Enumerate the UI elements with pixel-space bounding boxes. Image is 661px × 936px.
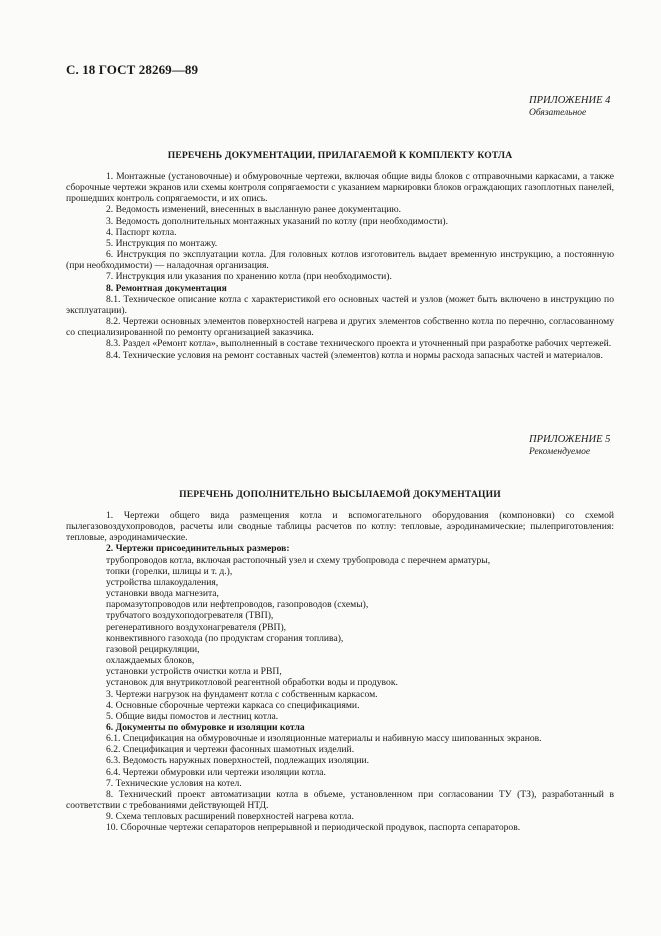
appendix5-paragraph: установок для внутрикотловой реагентной обработки воды и продувок. xyxy=(106,677,398,689)
appendix-5-label: ПРИЛОЖЕНИЕ 5 xyxy=(529,434,611,445)
appendix5-paragraph: 10. Сборочные чертежи сепараторов непрерывной и периодической продувок, паспорта сепараторов. xyxy=(106,822,521,834)
appendix5-paragraph: 8. Технический проект автоматизации котла в объеме, установленном при согласовании ТУ (ТЗ), разработанный в соответствии с требованиями действующей НТД. xyxy=(66,788,614,812)
appendix5-paragraph: установки устройств очистки котла и РВП, xyxy=(106,666,282,678)
appendix5-paragraph: 4. Основные сборочные чертежи каркаса со спецификациями. xyxy=(106,699,360,711)
appendix5-paragraph: 7. Технические условия на котел. xyxy=(106,777,242,789)
appendix-4-label: ПРИЛОЖЕНИЕ 4 xyxy=(529,95,611,106)
page-header: С. 18 ГОСТ 28269—89 xyxy=(66,62,199,77)
appendix4-paragraph: 1. Монтажные (установочные) и обмуровочные чертежи, включая общие виды блоков с отправочными каркасами, а также сборочные чертежи экранов или схемы контроля сопрягаемости с указанием маркировки блоков ограждающих газоплотных панелей, прошедших контроль сопрягаемости, и их опись. xyxy=(66,171,614,205)
appendix5-paragraph: 2. Чертежи присоединительных размеров: xyxy=(106,543,290,555)
appendix5-paragraph: 6.4. Чертежи обмуровки или чертежи изоляции котла. xyxy=(106,766,326,778)
appendix-4-label-block xyxy=(529,95,610,119)
appendix-4-title: ПЕРЕЧЕНЬ ДОКУМЕНТАЦИИ, ПРИЛАГАЕМОЙ К КОМПЛЕКТУ КОТЛА xyxy=(167,150,513,161)
appendix4-paragraph: 2. Ведомость изменений, внесенных в высланную ранее документацию. xyxy=(106,204,402,216)
appendix-5-label-block xyxy=(529,434,610,458)
appendix5-paragraph: 6.1. Спецификация на обмуровочные и изоляционные материалы и набивную массу шипованных экранов. xyxy=(106,733,542,745)
appendix4-paragraph: 5. Инструкция по монтажу. xyxy=(106,237,218,249)
appendix-4-body xyxy=(66,171,614,361)
appendix-5-status: Рекомендуемое xyxy=(529,447,591,457)
appendix-4-status: Обязательное xyxy=(529,108,587,118)
appendix4-paragraph: 3. Ведомость дополнительных монтажных указаний по котлу (при необходимости). xyxy=(106,215,448,227)
appendix5-paragraph: топки (горелки, шлицы и т. д.), xyxy=(106,565,233,577)
appendix5-paragraph: 1. Чертежи общего вида размещения котла и вспомогательного оборудования (компоновки) со схемой пылегазовоздухопроводов, расчеты или сводные таблицы расчетов по котлу: тепловые, аэродинамические; пылеприготовления: тепловые, аэродинамические. xyxy=(66,510,614,544)
appendix5-paragraph: 5. Общие виды помостов и лестниц котла. xyxy=(106,710,279,722)
appendix4-paragraph: 7. Инструкция или указания по хранению котла (при необходимости). xyxy=(106,271,392,283)
appendix5-paragraph: 3. Чертежи нагрузок на фундамент котла с собственным каркасом. xyxy=(106,688,378,700)
appendix4-paragraph: 8.4. Технические условия на ремонт составных частей (элементов) котла и нормы расхода запасных частей и материалов. xyxy=(106,349,603,361)
appendix5-paragraph: конвективного газохода (по продуктам сгорания топлива), xyxy=(106,632,344,644)
appendix4-paragraph: 6. Инструкция по эксплуатации котла. Для головных котлов изготовитель выдает временную инструкцию, а постоянную (при необходимости) — наладочная организация. xyxy=(66,249,614,272)
appendix5-paragraph: 6.3. Ведомость наружных поверхностей, подлежащих изоляции. xyxy=(106,755,370,767)
appendix5-paragraph: паромазутопроводов или нефтепроводов, газопроводов (схемы), xyxy=(106,599,369,611)
appendix5-paragraph: установки ввода магнезита, xyxy=(106,588,219,600)
appendix5-paragraph: регенеративного воздухонагревателя (РВП), xyxy=(106,621,287,633)
appendix5-paragraph: охлаждаемых блоков, xyxy=(106,655,195,667)
appendix4-paragraph: 8. Ремонтная документация xyxy=(106,282,227,294)
appendix4-paragraph: 8.2. Чертежи основных элементов поверхностей нагрева и других элементов собственно котла по перечню, согласованному со специализированной по ремонту организацией заказчика. xyxy=(66,316,614,339)
appendix-5-title: ПЕРЕЧЕНЬ ДОПОЛНИТЕЛЬНО ВЫСЫЛАЕМОЙ ДОКУМЕНТАЦИИ xyxy=(179,489,501,500)
appendix4-paragraph: 8.3. Раздел «Ремонт котла», выполненный в составе технического проекта и уточненный при разработке рабочих чертежей. xyxy=(106,338,612,350)
appendix4-paragraph: 4. Паспорт котла. xyxy=(106,226,177,238)
appendix5-paragraph: устройства шлакоудаления, xyxy=(106,576,219,588)
appendix5-paragraph: 6. Документы по обмуровке и изоляции котла xyxy=(106,721,305,733)
appendix5-paragraph: 9. Схема тепловых расширений поверхностей нагрева котла. xyxy=(106,811,354,823)
appendix5-paragraph: трубопроводов котла, включая растопочный узел и схему трубопровода с перечнем арматуры, xyxy=(106,554,491,566)
appendix5-paragraph: трубчатого воздухоподогревателя (ТВП), xyxy=(106,610,274,622)
appendix4-paragraph: 8.1. Техническое описание котла с характеристикой его основных частей и узлов (может быть включено в инструкцию по эксплуатации). xyxy=(66,293,614,316)
appendix5-paragraph: газовой рециркуляции, xyxy=(106,643,200,655)
appendix-5-body xyxy=(66,510,614,834)
appendix5-paragraph: 6.2. Спецификация и чертежи фасонных шамотных изделий. xyxy=(106,744,355,756)
